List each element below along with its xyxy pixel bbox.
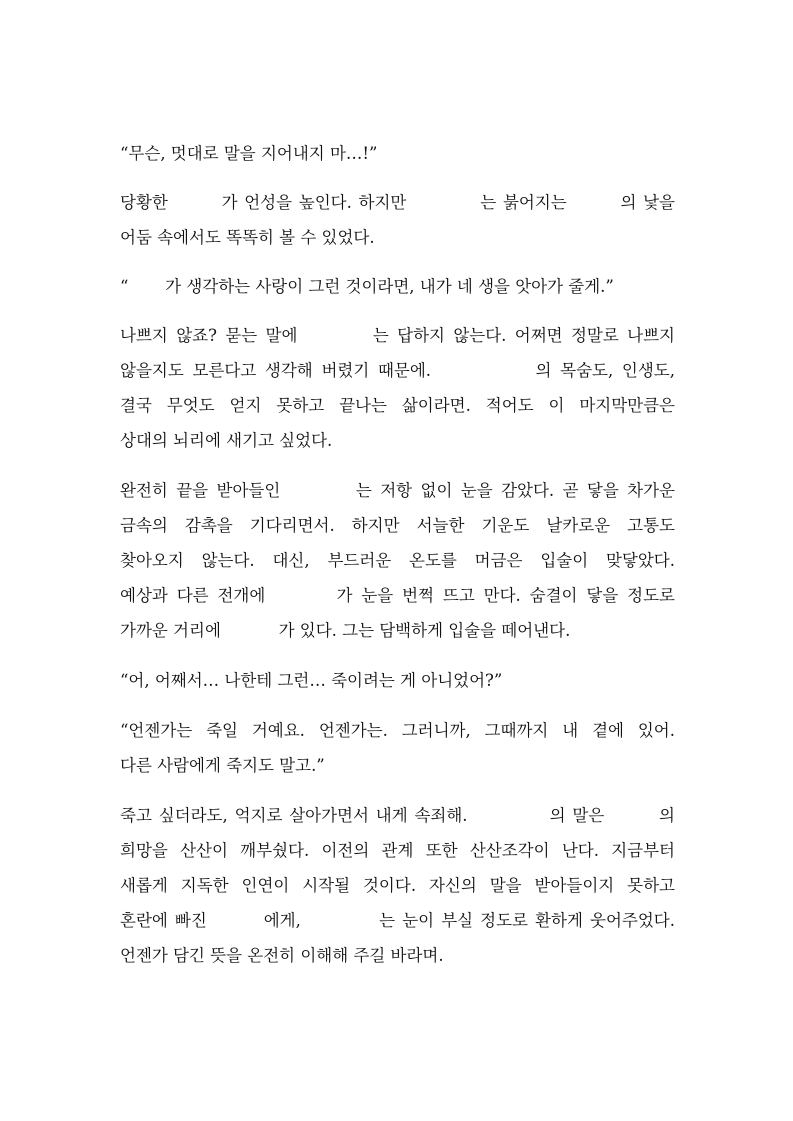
paragraph-line: 완전히 끝을 받아들인 는 저항 없이 눈을 감았다. 곧 닿을 차가운: [120, 481, 675, 500]
dialogue-line: “언젠가는 죽일 거예요. 언젠가는. 그러니까, 그때까지 내 곁에 있어.: [120, 721, 675, 740]
paragraph-line: 나쁘지 않죠? 묻는 말에 는 답하지 않는다. 어쩌면 정말로 나쁘지: [120, 326, 675, 345]
paragraph-line: 어둠 속에서도 똑똑히 볼 수 있었다.: [120, 228, 375, 247]
dialogue-line: “어, 어째서… 나한테 그런… 죽이려는 게 아니었어?”: [120, 671, 503, 690]
paragraph-line: 희망을 산산이 깨부쉈다. 이전의 관계 또한 산산조각이 난다. 지금부터: [120, 841, 675, 860]
paragraph-line: 새롭게 지독한 인연이 시작될 것이다. 자신의 말을 받아들이지 못하고: [120, 876, 675, 895]
paragraph-line: 혼란에 빠진 에게, 는 눈이 부실 정도로 환하게 웃어주었다.: [120, 911, 675, 930]
paragraph-line: 예상과 다른 전개에 가 눈을 번쩍 뜨고 만다. 숨결이 닿을 정도로: [120, 586, 675, 605]
paragraph-line: 죽고 싶더라도, 억지로 살아가면서 내게 속죄해. 의 말은 의: [120, 806, 675, 825]
paragraph-line: 가까운 거리에 가 있다. 그는 담백하게 입술을 떼어낸다.: [120, 621, 571, 640]
paragraph-line: 찾아오지 않는다. 대신, 부드러운 온도를 머금은 입술이 맞닿았다.: [120, 551, 675, 570]
paragraph-line: 상대의 뇌리에 새기고 싶었다.: [120, 431, 333, 450]
paragraph-line: 결국 무엇도 얻지 못하고 끝나는 삶이라면. 적어도 이 마지막만큼은: [120, 396, 675, 415]
dialogue-line: “ 가 생각하는 사랑이 그런 것이라면, 내가 네 생을 앗아가 줄게.”: [120, 277, 614, 296]
paragraph-line: 당황한 가 언성을 높인다. 하지만 는 붉어지는 의 낯을: [120, 193, 675, 212]
paragraph-line: 금속의 감촉을 기다리면서. 하지만 서늘한 기운도 날카로운 고통도: [120, 516, 675, 535]
paragraph-line: 않을지도 모른다고 생각해 버렸기 때문에. 의 목숨도, 인생도,: [120, 361, 675, 380]
paragraph-line: 언젠가 담긴 뜻을 온전히 이해해 주길 바라며.: [120, 946, 444, 965]
dialogue-line: “무슨, 멋대로 말을 지어내지 마…!”: [120, 144, 378, 163]
dialogue-line: 다른 사람에게 죽지도 말고.”: [120, 756, 325, 775]
